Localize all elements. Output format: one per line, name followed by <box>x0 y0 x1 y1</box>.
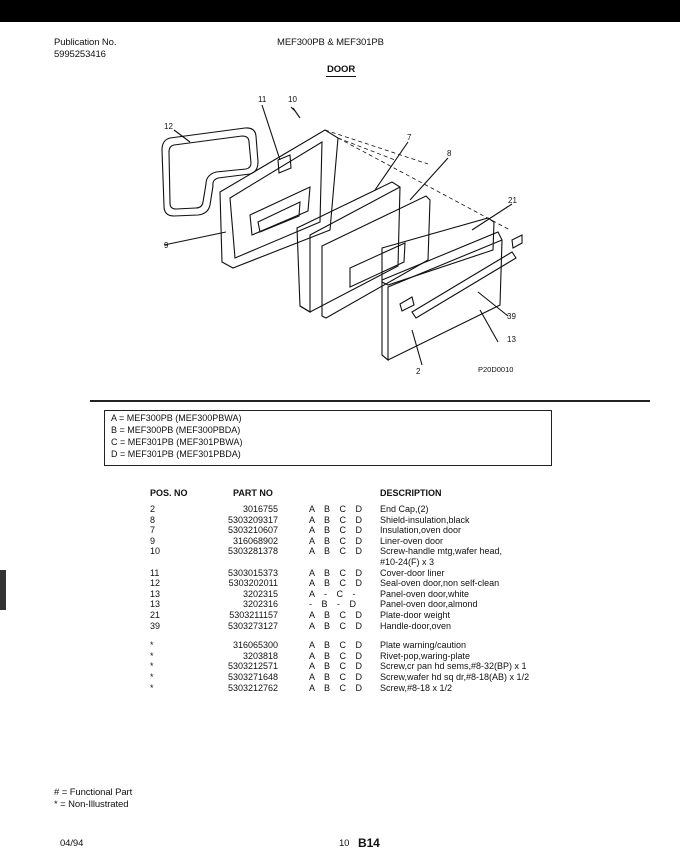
scan-top-border <box>0 0 680 22</box>
door-exploded-diagram <box>150 90 530 385</box>
part-no-cell: 5303210607 <box>227 525 278 536</box>
pos-no-cell: 21 <box>150 610 161 620</box>
part-no-cell: 3016755 <box>242 504 278 514</box>
legend-c: C = MEF301PB (MEF301PBWA) <box>111 437 243 447</box>
model-applicability-cell: A B C D <box>309 672 366 682</box>
door-seal-gasket <box>162 128 258 216</box>
callout-11: 11 <box>258 95 267 104</box>
callout-7: 7 <box>407 133 412 142</box>
description-cell: Rivet-pop,waring-plate <box>380 650 471 661</box>
part-no-cell: 5303212762 <box>227 682 278 693</box>
section-title: DOOR <box>327 64 356 75</box>
model-applicability-cell: A B C D <box>309 514 366 525</box>
part-no-cell: 5303271648 <box>227 672 278 682</box>
description-cell: Screw,wafer hd sq dr,#8-18(AB) x 1/2 <box>380 672 530 682</box>
model-applicability-cell: A B C D <box>309 546 366 557</box>
footer-page-code: B14 <box>358 836 380 850</box>
part-no-cell: 5303281378 <box>227 546 278 557</box>
end-cap-left <box>400 297 414 311</box>
model-applicability-cell: A B C D <box>309 682 366 693</box>
model-title: MEF300PB & MEF301PB <box>277 37 384 48</box>
model-applicability-cell: A B C D <box>309 650 366 661</box>
pos-no-cell: 11 <box>150 567 160 578</box>
callout-39: 39 <box>507 312 516 321</box>
description-cell: Liner-oven door <box>380 535 444 546</box>
pos-no-cell: 9 <box>150 535 156 546</box>
part-no-cell: 3203818 <box>242 650 278 661</box>
footnote-non-illustrated: * = Non-Illustrated <box>54 799 129 810</box>
header-description: DESCRIPTION <box>380 488 442 498</box>
pos-no-cell: 10 <box>150 546 161 557</box>
part-no-cell: 5303211157 <box>229 610 278 620</box>
header-pos-no: POS. NO <box>150 488 188 498</box>
end-cap-right <box>512 235 522 248</box>
part-no-cell: 5303273127 <box>227 620 278 631</box>
insulation-shield <box>322 196 430 318</box>
model-applicability-cell: A B C D <box>309 661 366 672</box>
model-applicability-cell: A B C D <box>309 504 366 514</box>
table-row <box>0 621 680 633</box>
section-divider <box>90 400 650 402</box>
description-cell: Plate-door weight <box>380 610 451 620</box>
model-applicability-cell: A B C D <box>309 640 366 651</box>
pos-no-cell: 39 <box>150 620 161 631</box>
description-cell: Cover-door liner <box>380 567 445 578</box>
figure-code: P20D0010 <box>478 365 514 374</box>
model-applicability-cell: A B C D <box>309 610 366 620</box>
part-no-cell: 5303212571 <box>227 661 278 672</box>
parts-table-header <box>0 488 680 502</box>
header-part-no: PART NO <box>233 488 273 498</box>
description-cell: End Cap,(2) <box>380 504 429 514</box>
part-no-cell: 5303209317 <box>227 514 278 525</box>
outer-door-panel <box>382 232 502 360</box>
callout-21: 21 <box>508 196 517 205</box>
callout-9: 9 <box>164 241 169 250</box>
pos-no-cell: * <box>150 661 154 672</box>
description-cell: Panel-oven door,white <box>380 588 470 599</box>
footer-date: 04/94 <box>60 838 84 849</box>
description-cell: Screw-handle mtg,wafer head, <box>380 546 503 557</box>
part-no-cell: 3202316 <box>242 599 278 610</box>
description-cell: Shield-insulation,black <box>380 514 470 525</box>
legend-a: A = MEF300PB (MEF300PBWA) <box>111 413 242 423</box>
table-row <box>0 683 680 695</box>
description-cell: Plate warning/caution <box>380 640 467 651</box>
model-applicability-cell: A B C D <box>309 525 366 536</box>
callout-2: 2 <box>416 367 421 376</box>
part-no-cell: 3202315 <box>242 588 278 599</box>
footer-page-number: 10 <box>339 838 350 849</box>
description-cell: Handle-door,oven <box>380 620 452 631</box>
publication-number: 5995253416 <box>54 49 106 60</box>
description-cell: Screw,#8-18 x 1/2 <box>380 682 453 693</box>
pos-no-cell: 8 <box>150 514 156 525</box>
part-no-cell: 5303015373 <box>227 567 278 578</box>
pos-no-cell: 13 <box>150 588 161 599</box>
description-cell: #10-24(F) x 3 <box>380 557 435 567</box>
section-title-underline <box>326 76 356 77</box>
model-applicability-cell: A - C - <box>309 588 360 599</box>
description-cell: Seal-oven door,non self-clean <box>380 578 500 589</box>
description-cell: Panel-oven door,almond <box>380 599 478 610</box>
pos-no-cell: * <box>150 682 154 693</box>
part-no-cell: 316065300 <box>232 640 278 651</box>
model-applicability-cell: - B - D <box>309 599 360 610</box>
pos-no-cell: * <box>150 640 154 651</box>
model-legend <box>104 410 552 466</box>
pos-no-cell: 13 <box>150 599 161 610</box>
part-no-cell: 5303202011 <box>228 578 278 589</box>
description-cell: Insulation,oven door <box>380 525 462 536</box>
pos-no-cell: * <box>150 650 154 661</box>
pos-no-cell: 7 <box>150 525 156 536</box>
callout-12: 12 <box>164 122 173 131</box>
description-cell: Screw,cr pan hd sems,#8-32(BP) x 1 <box>380 661 527 672</box>
pos-no-cell: 2 <box>150 504 156 514</box>
footnote-functional: # = Functional Part <box>54 787 133 798</box>
callout-8: 8 <box>447 149 452 158</box>
legend-b: B = MEF300PB (MEF300PBDA) <box>111 425 241 435</box>
callout-13: 13 <box>507 335 516 344</box>
publication-label: Publication No. <box>54 37 117 48</box>
model-applicability-cell: A B C D <box>309 535 366 546</box>
callout-10: 10 <box>288 95 297 104</box>
handle-screw <box>291 107 300 118</box>
cover-door-liner <box>278 155 291 173</box>
pos-no-cell: 12 <box>150 578 161 589</box>
model-applicability-cell: A B C D <box>309 620 366 631</box>
model-applicability-cell: A B C D <box>309 578 366 589</box>
model-applicability-cell: A B C D <box>309 567 366 578</box>
part-no-cell: 316068902 <box>232 535 278 546</box>
legend-d: D = MEF301PB (MEF301PBDA) <box>111 449 241 459</box>
pos-no-cell: * <box>150 672 154 682</box>
